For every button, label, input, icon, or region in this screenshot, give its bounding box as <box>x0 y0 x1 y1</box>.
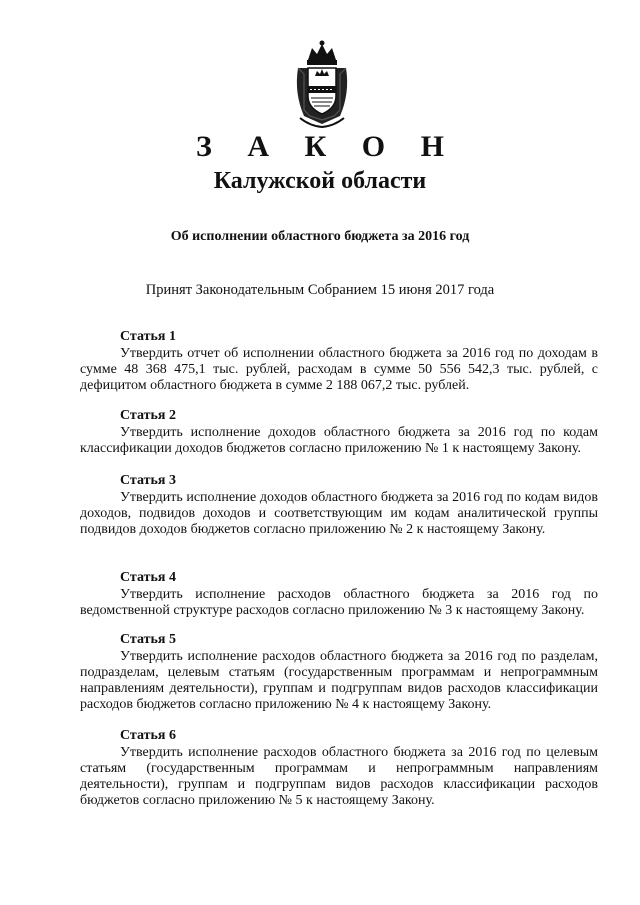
article-3 <box>80 472 598 538</box>
document-title: З А К О Н <box>196 130 458 163</box>
article-heading: Статья 6 <box>120 728 176 743</box>
article-text: Утвердить исполнение расходов областного бюджета за 2016 год по разделам, подразделам, целевым статьям (государственным программам и непрограммным направлениям деятельности), группам и подгруппам видов расходов классификации расходов бюджетов согласно приложению № 4 к настоящему Закону. <box>80 649 598 712</box>
article-text: Утвердить исполнение расходов областного бюджета за 2016 год по ведомственной структуре расходов согласно приложению № 3 к настоящему Закону. <box>80 587 598 618</box>
article-heading: Статья 4 <box>120 570 176 585</box>
article-4 <box>80 569 598 619</box>
article-text: Утвердить отчет об исполнении областного бюджета за 2016 год по доходам в сумме 48 368 475,1 тыс. рублей, расходам в сумме 50 556 542,3 тыс. рублей, с дефицитом областного бюджета в сумме 2 188 067,2 тыс. рублей. <box>80 346 598 393</box>
article-1 <box>80 328 598 394</box>
article-text: Утвердить исполнение доходов областного бюджета за 2016 год по кодам классификации доходов бюджетов согласно приложению № 1 к настоящему Закону. <box>80 425 598 456</box>
article-5 <box>80 631 598 713</box>
article-heading: Статья 2 <box>120 408 176 423</box>
coat-of-arms-icon <box>290 38 354 128</box>
article-text: Утвердить исполнение расходов областного бюджета за 2016 год по целевым статьям (государственным программам и непрограммным направлениям деятельности), группам и подгруппам видов расходов классификации расходов бюджетов согласно приложению № 5 к настоящему Закону. <box>80 745 598 808</box>
article-heading: Статья 3 <box>120 473 176 488</box>
article-6 <box>80 727 598 809</box>
law-name: Об исполнении областного бюджета за 2016 год <box>170 229 470 244</box>
article-heading: Статья 1 <box>120 329 176 344</box>
document-subtitle: Калужской области <box>213 168 427 194</box>
article-2 <box>80 407 598 457</box>
adoption-statement: Принят Законодательным Собранием 15 июня 2017 года <box>145 282 495 298</box>
article-text: Утвердить исполнение доходов областного бюджета за 2016 год по кодам видов доходов, подвидов доходов и соответствующим им кодам аналитической группы подвидов доходов бюджетов согласно приложению № 2 к настоящему Закону. <box>80 490 598 537</box>
article-heading: Статья 5 <box>120 632 176 647</box>
